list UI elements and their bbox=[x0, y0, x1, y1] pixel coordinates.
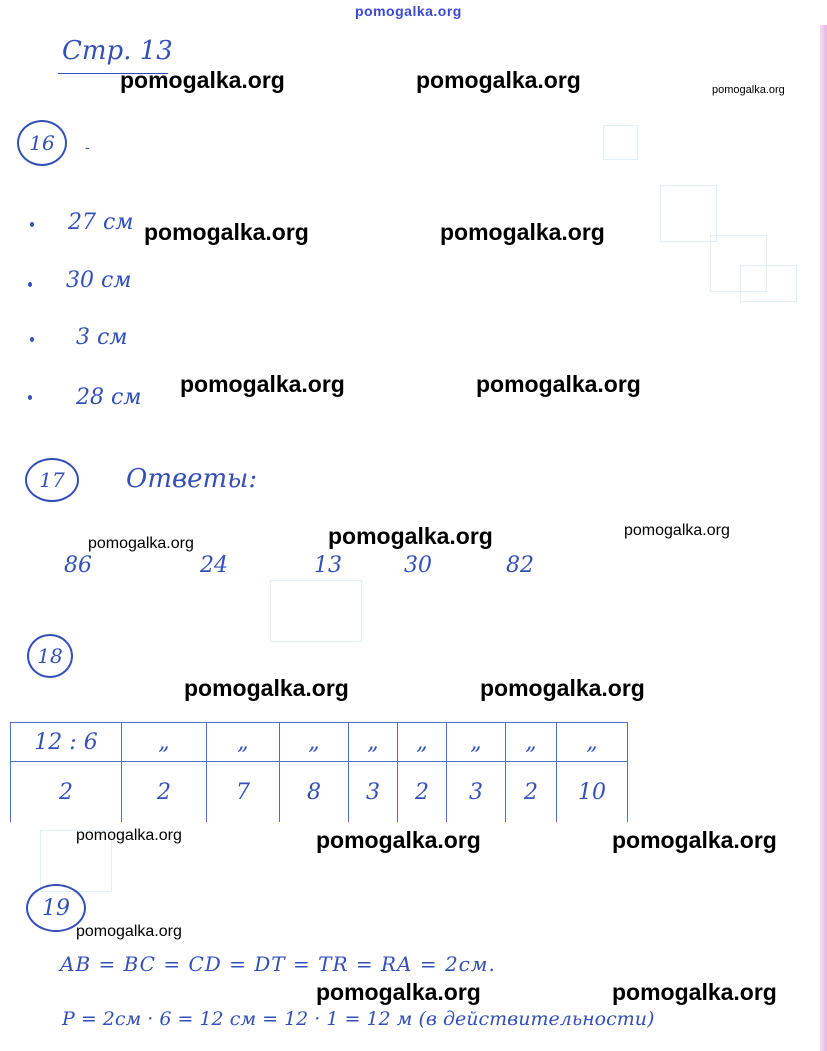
table-row bbox=[11, 723, 628, 762]
table-cell: 10 bbox=[557, 762, 628, 823]
table-cell: „ bbox=[122, 723, 207, 762]
grid-mark bbox=[660, 185, 717, 242]
table-cell: „ bbox=[280, 723, 349, 762]
watermark: pomogalka.org bbox=[476, 371, 641, 397]
watermark: pomogalka.org bbox=[328, 523, 493, 549]
watermark: pomogalka.org bbox=[612, 827, 777, 853]
watermark: pomogalka.org bbox=[440, 219, 605, 245]
task19-line2: P = 2см · 6 = 12 см = 12 · 1 = 12 м (в действительности) bbox=[62, 1008, 655, 1030]
grid-mark bbox=[603, 125, 638, 160]
table-cell: 8 bbox=[280, 762, 349, 823]
task16-item: 28 см bbox=[76, 385, 142, 410]
bullet-icon bbox=[30, 337, 34, 342]
grid-mark bbox=[740, 265, 797, 302]
table-cell: 3 bbox=[349, 762, 398, 823]
task-number-label: 19 bbox=[42, 895, 70, 921]
watermark: pomogalka.org bbox=[144, 219, 309, 245]
table-cell: „ bbox=[506, 723, 557, 762]
task-number-18 bbox=[27, 634, 73, 678]
bullet-icon bbox=[28, 395, 32, 400]
task19-line1: AB = BC = CD = DT = TR = RA = 2см. bbox=[60, 952, 496, 976]
table-cell: „ bbox=[447, 723, 506, 762]
table-row bbox=[11, 762, 628, 823]
table-cell: „ bbox=[349, 723, 398, 762]
task-number-19 bbox=[26, 884, 86, 932]
watermark: pomogalka.org bbox=[416, 67, 581, 93]
table-cell: 12 : 6 bbox=[11, 723, 122, 762]
table-cell: „ bbox=[398, 723, 447, 762]
task17-answer: 13 bbox=[314, 553, 342, 578]
watermark: pomogalka.org bbox=[712, 84, 785, 96]
task17-answer: 24 bbox=[200, 553, 228, 578]
watermark: pomogalka.org bbox=[184, 675, 349, 701]
table-cell: 3 bbox=[447, 762, 506, 823]
watermark: pomogalka.org bbox=[180, 371, 345, 397]
task-number-17 bbox=[25, 458, 79, 502]
task16-mark: - bbox=[85, 140, 90, 156]
watermark: pomogalka.org bbox=[76, 923, 182, 940]
task17-answer: 82 bbox=[506, 553, 534, 578]
grid-mark bbox=[270, 580, 362, 642]
task16-item: 27 см bbox=[68, 210, 134, 235]
table-cell: „ bbox=[557, 723, 628, 762]
watermark: pomogalka.org bbox=[76, 827, 182, 844]
page-reference: Стр. 13 bbox=[62, 36, 173, 66]
task-number-16 bbox=[17, 120, 67, 166]
watermark: pomogalka.org bbox=[624, 522, 730, 539]
table-cell: 2 bbox=[506, 762, 557, 823]
watermark: pomogalka.org bbox=[120, 67, 285, 93]
bullet-icon bbox=[30, 222, 34, 227]
task16-item: 3 см bbox=[76, 325, 128, 350]
page-edge bbox=[820, 25, 827, 1051]
task17-answer: 86 bbox=[64, 553, 92, 578]
task-number-label: 16 bbox=[29, 131, 55, 155]
site-watermark-top: pomogalka.org bbox=[355, 3, 462, 19]
task-number-label: 17 bbox=[39, 468, 65, 492]
watermark: pomogalka.org bbox=[88, 535, 194, 552]
table-cell: 2 bbox=[122, 762, 207, 823]
task-number-label: 18 bbox=[37, 644, 63, 668]
table-cell: 2 bbox=[398, 762, 447, 823]
watermark: pomogalka.org bbox=[316, 827, 481, 853]
table-cell: „ bbox=[207, 723, 280, 762]
division-table bbox=[10, 722, 628, 822]
task17-heading: Ответы: bbox=[126, 464, 258, 494]
table-cell: 7 bbox=[207, 762, 280, 823]
watermark: pomogalka.org bbox=[612, 979, 777, 1005]
table-cell: 2 bbox=[11, 762, 122, 823]
task17-answer: 30 bbox=[404, 553, 432, 578]
watermark: pomogalka.org bbox=[316, 979, 481, 1005]
bullet-icon bbox=[28, 282, 32, 287]
watermark: pomogalka.org bbox=[480, 675, 645, 701]
task16-item: 30 см bbox=[66, 268, 132, 293]
